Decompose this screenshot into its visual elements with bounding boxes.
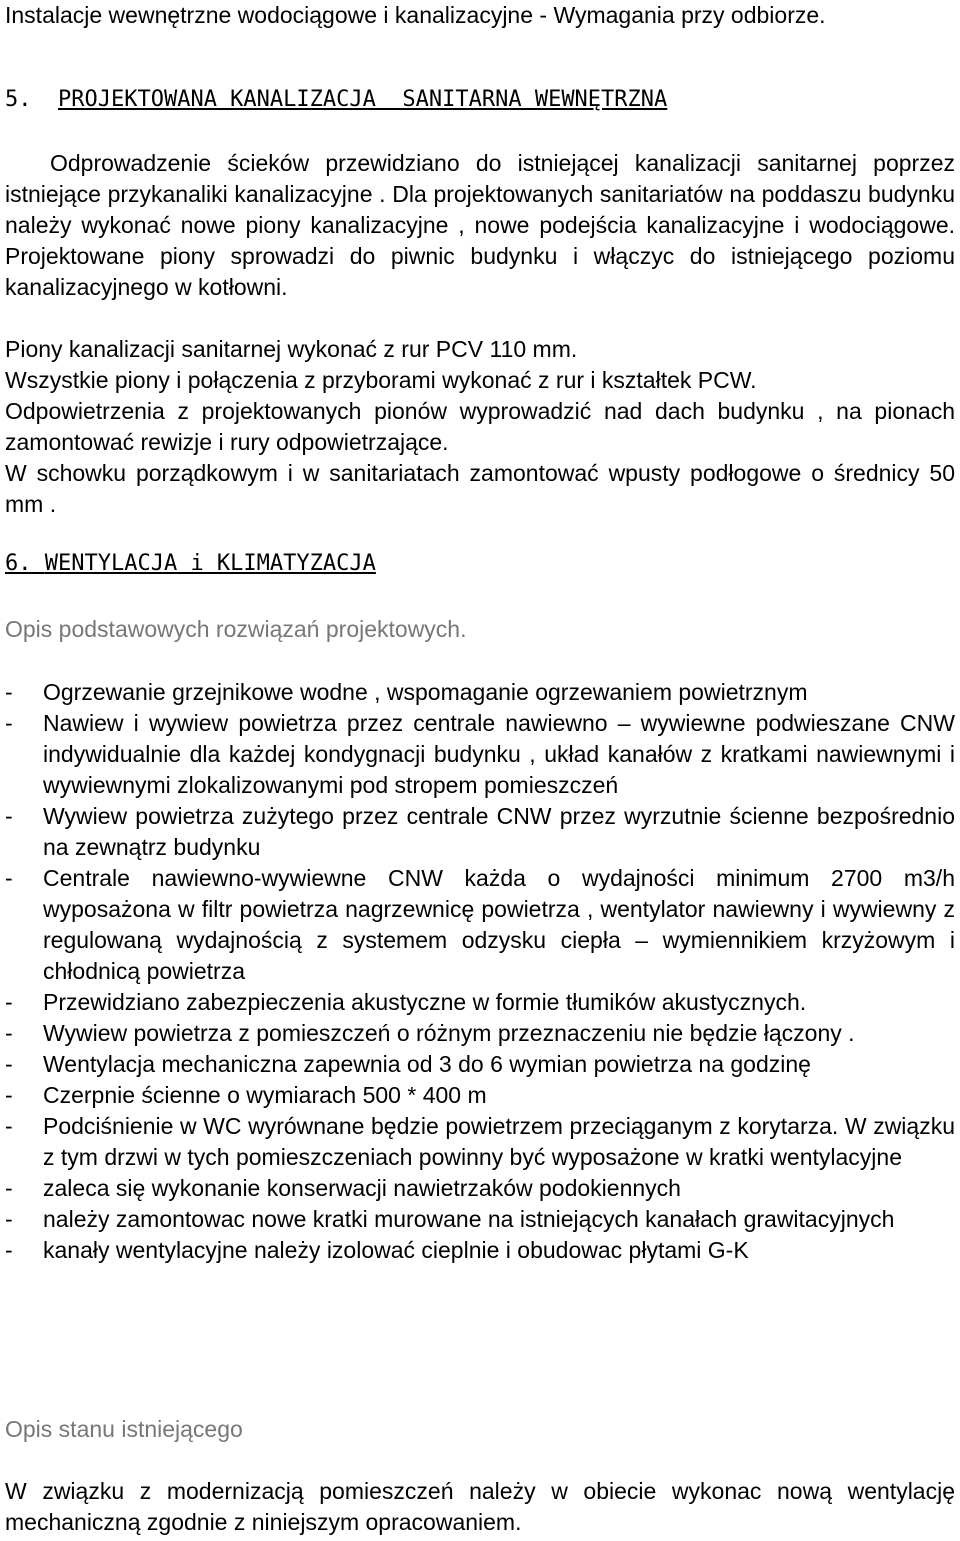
subheading-basic-solutions: Opis podstawowych rozwiązań projektowych. <box>5 616 467 642</box>
subheading-existing-state: Opis stanu istniejącego <box>5 1416 243 1442</box>
section-5-paragraph-drains: W schowku porządkowym i w sanitariatach zamontować wpusty podłogowe o średnicy 50 mm . <box>5 460 955 517</box>
section-5-paragraph-pvc: Piony kanalizacji sanitarnej wykonać z rur PCV 110 mm. <box>5 336 578 362</box>
list-item: - Podciśnienie w WC wyrównane będzie powietrzem przeciąganym z korytarza. W związku z tym drzwi w tych pomieszczeniach powinny być wyposażone w kratki wentylacyjne <box>5 1111 955 1173</box>
closing-paragraph: W związku z modernizacją pomieszczeń należy w obiecie wykonac nową wentylację mechaniczną zgodnie z niniejszym opracowaniem. <box>5 1478 955 1535</box>
list-item: - Centrale nawiewno-wywiewne CNW każda o wydajności minimum 2700 m3/h wyposażona w filtr powietrza nagrzewnicę powietrza , wentylator nawiewny i wywiewny z regulowaną wydajnością z systemem odzysku ciepła – wymiennikiem krzyżowym i chłodnicą powietrza <box>5 863 955 987</box>
section-5-number: 5. <box>5 87 32 112</box>
section-6-title: WENTYLACJA i KLIMATYZACJA <box>44 551 376 576</box>
list-item: - należy zamontowac nowe kratki murowane na istniejących kanałach grawitacyjnych <box>5 1204 955 1235</box>
list-item: - zaleca się wykonanie konserwacji nawietrzaków podokiennych <box>5 1173 955 1204</box>
section-5-title: PROJEKTOWANA KANALIZACJA SANITARNA WEWNĘTRZNA <box>58 87 668 112</box>
list-item: - Wentylacja mechaniczna zapewnia od 3 do 6 wymian powietrza na godzinę <box>5 1049 955 1080</box>
section-5-paragraph-vents: Odpowietrzenia z projektowanych pionów wyprowadzić nad dach budynku , na pionach zamontować rewizje i rury odpowietrzające. <box>5 398 955 455</box>
list-item: - Wywiew powietrza zużytego przez centrale CNW przez wyrzutnie ścienne bezpośrednio na zewnątrz budynku <box>5 801 955 863</box>
list-item: - Przewidziano zabezpieczenia akustyczne w formie tłumików akustycznych. <box>5 987 955 1018</box>
intro-heading: Instalacje wewnętrzne wodociągowe i kanalizacyjne - Wymagania przy odbiorze. <box>5 2 826 28</box>
section-5-paragraph-drainage: Odprowadzenie ścieków przewidziano do istniejącej kanalizacji sanitarnej poprzez istniejące przykanaliki kanalizacyjne . Dla projektowanych sanitariatów na poddaszu budynku należy wykonać nowe piony kanalizacyjne , nowe podejścia kanalizacyjne i wodociągowe. Projektowane piony sprowadzi do piwnic budynku i włączyc do istniejącego poziomu kanalizacyjnego w kotłowni. <box>5 150 955 300</box>
section-6-heading <box>5 548 376 579</box>
list-item: - kanały wentylacyjne należy izolować cieplnie i obudowac płytami G-K <box>5 1235 955 1266</box>
list-item: - Nawiew i wywiew powietrza przez centrale nawiewno – wywiewne podwieszane CNW indywidualnie dla każdej kondygnacji budynku , układ kanałów z kratkami nawiewnymi i wywiewnymi zlokalizowanymi pod stropem pomieszczeń <box>5 708 955 801</box>
list-item: - Wywiew powietrza z pomieszczeń o różnym przeznaczeniu nie będzie łączony . <box>5 1018 955 1049</box>
section-6-number: 6. <box>5 551 32 576</box>
section-5-paragraph-pcw: Wszystkie piony i połączenia z przyborami wykonać z rur i kształtek PCW. <box>5 367 757 393</box>
list-item: - Ogrzewanie grzejnikowe wodne , wspomaganie ogrzewaniem powietrznym <box>5 677 955 708</box>
ventilation-item-list <box>5 677 955 1266</box>
list-item: - Czerpnie ścienne o wymiarach 500 * 400 m <box>5 1080 955 1111</box>
section-5-heading <box>5 84 667 115</box>
